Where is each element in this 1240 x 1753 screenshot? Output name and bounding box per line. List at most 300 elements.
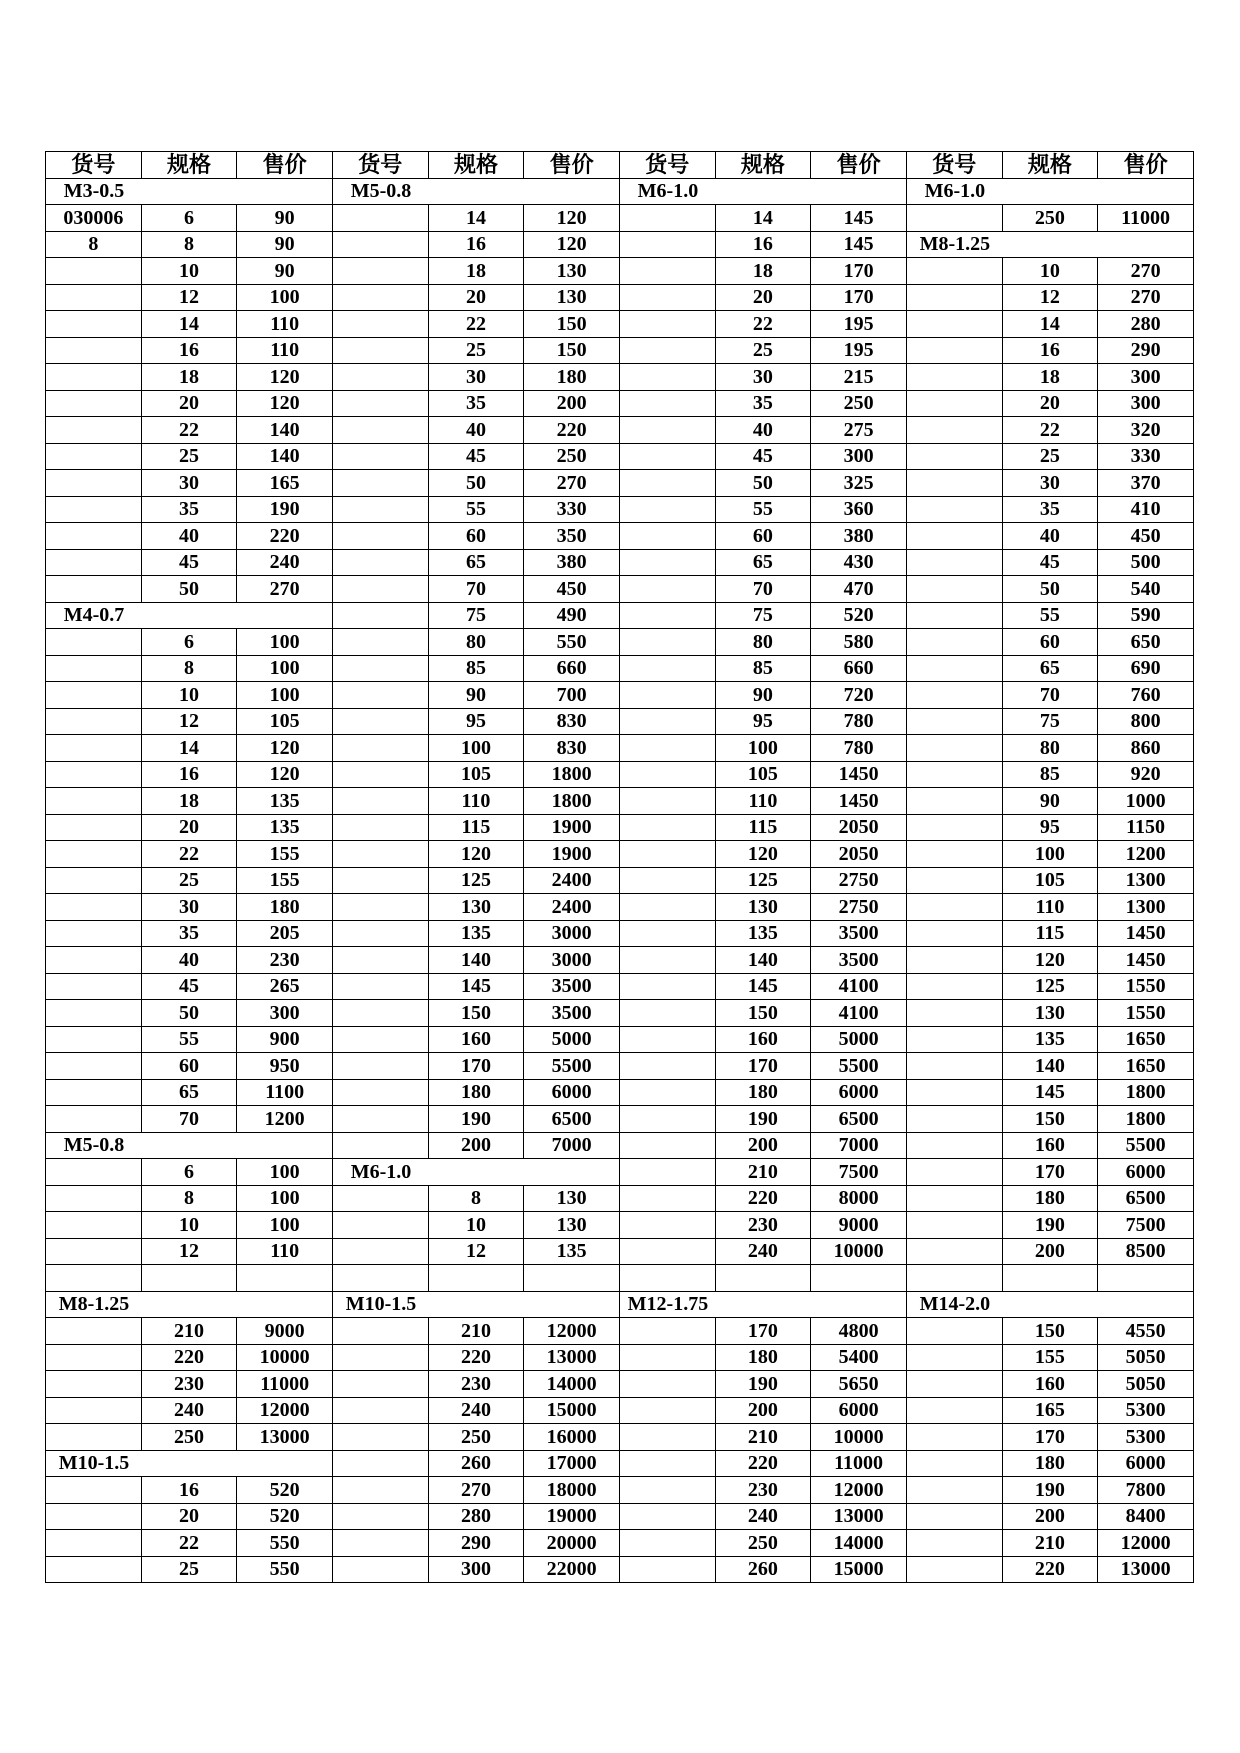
item-no-cell (46, 920, 142, 947)
item-no-cell (332, 1477, 428, 1504)
price-cell: 450 (524, 576, 620, 603)
spec-cell: 190 (715, 1371, 811, 1398)
item-no-cell (332, 1397, 428, 1424)
spec-cell: 180 (428, 1079, 524, 1106)
price-table (45, 151, 1194, 1583)
item-no-cell (906, 1132, 1002, 1159)
item-no-cell (332, 973, 428, 1000)
spec-cell: 25 (1002, 443, 1098, 470)
item-no-cell (906, 390, 1002, 417)
spec-cell: 6 (141, 1159, 237, 1186)
spec-cell: 16 (428, 231, 524, 258)
price-cell: 12000 (524, 1318, 620, 1345)
table-row (46, 920, 1194, 947)
item-no-cell (46, 284, 142, 311)
spec-cell: 70 (141, 1106, 237, 1133)
item-no-cell (619, 311, 715, 338)
price-cell: 330 (1098, 443, 1194, 470)
item-no-cell (46, 390, 142, 417)
spec-cell: 105 (1002, 867, 1098, 894)
spec-cell: 30 (141, 470, 237, 497)
spec-cell: 30 (1002, 470, 1098, 497)
item-no-cell (332, 682, 428, 709)
column-header: 货号 (332, 152, 428, 179)
item-no-cell (619, 761, 715, 788)
item-no-cell (332, 1079, 428, 1106)
column-header: 规格 (715, 152, 811, 179)
item-no-cell (906, 841, 1002, 868)
section-label: M8-1.25 (58, 1293, 130, 1316)
spec-cell: 95 (428, 708, 524, 735)
section-label: M10-1.5 (58, 1452, 130, 1475)
spec-cell: 220 (715, 1185, 811, 1212)
spec-cell: 12 (141, 708, 237, 735)
price-cell: 180 (237, 894, 333, 921)
price-cell: 90 (237, 231, 333, 258)
spec-cell: 8 (141, 1185, 237, 1212)
price-cell: 300 (237, 1000, 333, 1027)
column-header: 货号 (46, 152, 142, 179)
item-no-cell (46, 1424, 142, 1451)
spec-cell: 125 (715, 867, 811, 894)
table-row (46, 947, 1194, 974)
spec-cell: 25 (141, 443, 237, 470)
item-no-cell (332, 1318, 428, 1345)
item-no-cell (46, 417, 142, 444)
price-cell: 7500 (1098, 1212, 1194, 1239)
price-cell: 13000 (811, 1503, 907, 1530)
spec-cell: 65 (141, 1079, 237, 1106)
price-cell: 5500 (811, 1053, 907, 1080)
spec-cell: 25 (141, 1556, 237, 1583)
table-row (46, 284, 1194, 311)
price-cell: 7800 (1098, 1477, 1194, 1504)
price-cell: 110 (237, 311, 333, 338)
spec-cell: 18 (1002, 364, 1098, 391)
table-row (46, 549, 1194, 576)
item-no-cell (46, 1106, 142, 1133)
column-header: 售价 (1098, 152, 1194, 179)
price-cell: 950 (237, 1053, 333, 1080)
price-cell: 220 (237, 523, 333, 550)
spec-cell: 230 (715, 1477, 811, 1504)
spec-cell: 290 (428, 1530, 524, 1557)
spec-cell (715, 1265, 811, 1292)
table-row (46, 1450, 1194, 1477)
item-no-cell (619, 549, 715, 576)
item-no-cell (46, 682, 142, 709)
price-cell: 325 (811, 470, 907, 497)
table-row (46, 1053, 1194, 1080)
item-no-cell (332, 894, 428, 921)
price-cell: 13000 (524, 1344, 620, 1371)
price-cell: 5050 (1098, 1371, 1194, 1398)
item-no-cell (46, 1079, 142, 1106)
spec-cell: 70 (1002, 682, 1098, 709)
section-label: M5-0.8 (350, 180, 412, 203)
item-no-cell (619, 629, 715, 656)
table-row (46, 1530, 1194, 1557)
price-cell: 270 (1098, 284, 1194, 311)
spec-cell: 150 (715, 1000, 811, 1027)
table-row (46, 523, 1194, 550)
item-no-cell (906, 867, 1002, 894)
price-cell: 155 (237, 867, 333, 894)
price-cell: 280 (1098, 311, 1194, 338)
spec-cell: 200 (428, 1132, 524, 1159)
price-cell: 130 (524, 284, 620, 311)
price-cell: 2050 (811, 841, 907, 868)
spec-cell: 22 (141, 417, 237, 444)
price-cell: 190 (237, 496, 333, 523)
item-no-cell (332, 1371, 428, 1398)
item-no-cell (46, 708, 142, 735)
spec-cell: 300 (428, 1556, 524, 1583)
price-cell: 1200 (1098, 841, 1194, 868)
table-row (46, 470, 1194, 497)
spec-cell: 45 (1002, 549, 1098, 576)
spec-cell: 220 (141, 1344, 237, 1371)
price-cell: 205 (237, 920, 333, 947)
item-no-cell (332, 443, 428, 470)
price-cell: 9000 (811, 1212, 907, 1239)
spec-cell: 35 (141, 496, 237, 523)
price-cell: 6000 (1098, 1450, 1194, 1477)
spec-cell: 170 (1002, 1159, 1098, 1186)
spec-cell: 16 (141, 761, 237, 788)
price-cell: 120 (524, 231, 620, 258)
spec-cell: 60 (141, 1053, 237, 1080)
spec-cell: 45 (715, 443, 811, 470)
item-no-cell (46, 655, 142, 682)
item-no-cell (906, 735, 1002, 762)
item-no-cell (906, 1503, 1002, 1530)
spec-cell: 80 (1002, 735, 1098, 762)
price-cell: 10000 (237, 1344, 333, 1371)
table-row (46, 178, 1194, 205)
price-cell: 6000 (811, 1397, 907, 1424)
price-cell: 7000 (811, 1132, 907, 1159)
spec-cell: 90 (715, 682, 811, 709)
price-cell: 5400 (811, 1344, 907, 1371)
price-cell: 690 (1098, 655, 1194, 682)
spec-cell: 270 (428, 1477, 524, 1504)
table-row (46, 390, 1194, 417)
spec-cell: 200 (715, 1397, 811, 1424)
price-cell: 1800 (1098, 1079, 1194, 1106)
price-cell: 265 (237, 973, 333, 1000)
spec-cell: 12 (141, 284, 237, 311)
item-no-cell (332, 523, 428, 550)
spec-cell: 14 (715, 205, 811, 232)
spec-cell: 105 (428, 761, 524, 788)
price-cell: 130 (524, 258, 620, 285)
spec-cell: 115 (715, 814, 811, 841)
price-cell: 1900 (524, 841, 620, 868)
price-cell: 18000 (524, 1477, 620, 1504)
spec-cell: 10 (141, 258, 237, 285)
price-cell: 520 (237, 1503, 333, 1530)
spec-cell: 150 (1002, 1318, 1098, 1345)
item-no-cell (332, 231, 428, 258)
item-no-cell (906, 1185, 1002, 1212)
price-cell: 6000 (524, 1079, 620, 1106)
item-no-cell (619, 1503, 715, 1530)
price-cell: 1300 (1098, 867, 1194, 894)
spec-cell: 230 (141, 1371, 237, 1398)
price-cell: 90 (237, 258, 333, 285)
price-cell: 300 (1098, 390, 1194, 417)
item-no-cell (332, 337, 428, 364)
spec-cell: 140 (1002, 1053, 1098, 1080)
table-row (46, 1212, 1194, 1239)
item-no-cell (332, 417, 428, 444)
item-no-cell (46, 841, 142, 868)
item-no-cell (332, 708, 428, 735)
spec-cell: 150 (1002, 1106, 1098, 1133)
item-no-cell: 030006 (46, 205, 142, 232)
price-cell: 2400 (524, 894, 620, 921)
spec-cell: 18 (141, 788, 237, 815)
spec-cell: 18 (428, 258, 524, 285)
table-row (46, 576, 1194, 603)
item-no-cell (46, 973, 142, 1000)
spec-cell: 145 (715, 973, 811, 1000)
spec-cell (141, 1265, 237, 1292)
spec-cell: 30 (428, 364, 524, 391)
item-no-cell (332, 364, 428, 391)
item-no-cell (619, 1530, 715, 1557)
header-row (46, 152, 1194, 179)
item-no-cell: 8 (46, 231, 142, 258)
item-no-cell (332, 258, 428, 285)
table-row (46, 1397, 1194, 1424)
spec-cell: 20 (715, 284, 811, 311)
item-no-cell (906, 629, 1002, 656)
spec-cell: 18 (715, 258, 811, 285)
price-cell: 1200 (237, 1106, 333, 1133)
spec-cell: 60 (1002, 629, 1098, 656)
spec-cell: 40 (141, 523, 237, 550)
column-header: 售价 (237, 152, 333, 179)
item-no-cell (906, 496, 1002, 523)
table-row (46, 1185, 1194, 1212)
price-cell: 145 (811, 231, 907, 258)
price-cell: 145 (811, 205, 907, 232)
price-cell: 195 (811, 337, 907, 364)
spec-cell: 105 (715, 761, 811, 788)
item-no-cell (46, 1397, 142, 1424)
item-no-cell (619, 1185, 715, 1212)
price-cell: 120 (237, 761, 333, 788)
table-row (46, 1026, 1194, 1053)
price-cell: 140 (237, 443, 333, 470)
item-no-cell (619, 602, 715, 629)
item-no-cell (332, 947, 428, 974)
item-no-cell (619, 1344, 715, 1371)
item-no-cell (906, 337, 1002, 364)
price-cell: 2750 (811, 894, 907, 921)
spec-cell: 100 (428, 735, 524, 762)
item-no-cell (906, 1238, 1002, 1265)
table-row (46, 1238, 1194, 1265)
price-cell: 270 (237, 576, 333, 603)
spec-cell: 220 (428, 1344, 524, 1371)
table-row (46, 1477, 1194, 1504)
item-no-cell (619, 523, 715, 550)
item-no-cell (332, 390, 428, 417)
section-label-cell (332, 1291, 619, 1318)
spec-cell: 16 (141, 1477, 237, 1504)
spec-cell: 75 (1002, 708, 1098, 735)
spec-cell: 260 (428, 1450, 524, 1477)
spec-cell: 70 (428, 576, 524, 603)
spec-cell: 220 (715, 1450, 811, 1477)
item-no-cell (619, 1212, 715, 1239)
price-cell: 4100 (811, 973, 907, 1000)
spec-cell: 50 (428, 470, 524, 497)
item-no-cell (619, 682, 715, 709)
price-cell: 5000 (811, 1026, 907, 1053)
table-body (46, 178, 1194, 1583)
item-no-cell (332, 788, 428, 815)
item-no-cell (332, 1212, 428, 1239)
price-cell: 5300 (1098, 1397, 1194, 1424)
price-cell: 410 (1098, 496, 1194, 523)
table-row (46, 1503, 1194, 1530)
spec-cell: 12 (428, 1238, 524, 1265)
price-cell: 100 (237, 284, 333, 311)
item-no-cell (906, 1450, 1002, 1477)
item-no-cell (46, 1265, 142, 1292)
item-no-cell (619, 841, 715, 868)
price-cell: 1000 (1098, 788, 1194, 815)
item-no-cell (332, 549, 428, 576)
item-no-cell (906, 682, 1002, 709)
price-cell: 100 (237, 1185, 333, 1212)
price-cell: 1450 (1098, 947, 1194, 974)
spec-cell: 165 (1002, 1397, 1098, 1424)
item-no-cell (332, 1000, 428, 1027)
item-no-cell (46, 1212, 142, 1239)
section-label-cell (46, 1132, 333, 1159)
price-cell: 13000 (1098, 1556, 1194, 1583)
price-cell: 120 (237, 364, 333, 391)
item-no-cell (619, 1026, 715, 1053)
spec-cell: 210 (428, 1318, 524, 1345)
item-no-cell (46, 1318, 142, 1345)
spec-cell: 65 (1002, 655, 1098, 682)
price-cell: 100 (237, 682, 333, 709)
spec-cell: 50 (141, 1000, 237, 1027)
table-row (46, 258, 1194, 285)
item-no-cell (46, 761, 142, 788)
spec-cell: 55 (1002, 602, 1098, 629)
price-cell: 4550 (1098, 1318, 1194, 1345)
item-no-cell (619, 205, 715, 232)
price-cell: 110 (237, 337, 333, 364)
spec-cell: 20 (141, 814, 237, 841)
spec-cell: 250 (715, 1530, 811, 1557)
column-header: 规格 (428, 152, 524, 179)
price-cell: 240 (237, 549, 333, 576)
item-no-cell (332, 814, 428, 841)
table-row (46, 973, 1194, 1000)
price-cell: 550 (237, 1556, 333, 1583)
price-cell: 150 (524, 337, 620, 364)
item-no-cell (619, 417, 715, 444)
item-no-cell (906, 523, 1002, 550)
spec-cell: 135 (428, 920, 524, 947)
price-cell: 170 (811, 284, 907, 311)
price-cell: 8000 (811, 1185, 907, 1212)
price-cell: 520 (811, 602, 907, 629)
spec-cell: 240 (428, 1397, 524, 1424)
item-no-cell (46, 1344, 142, 1371)
price-cell: 360 (811, 496, 907, 523)
item-no-cell (46, 364, 142, 391)
price-cell: 700 (524, 682, 620, 709)
table-row (46, 629, 1194, 656)
spec-cell: 200 (1002, 1238, 1098, 1265)
item-no-cell (906, 443, 1002, 470)
price-cell: 450 (1098, 523, 1194, 550)
price-cell: 135 (237, 814, 333, 841)
spec-cell: 115 (428, 814, 524, 841)
column-header: 规格 (1002, 152, 1098, 179)
spec-cell: 210 (715, 1159, 811, 1186)
price-cell: 215 (811, 364, 907, 391)
item-no-cell (619, 1132, 715, 1159)
spec-cell: 16 (715, 231, 811, 258)
item-no-cell (46, 1503, 142, 1530)
spec-cell: 40 (715, 417, 811, 444)
price-cell: 1450 (811, 788, 907, 815)
item-no-cell (332, 867, 428, 894)
price-cell: 12000 (1098, 1530, 1194, 1557)
item-no-cell (332, 470, 428, 497)
spec-cell: 50 (141, 576, 237, 603)
price-cell: 7000 (524, 1132, 620, 1159)
price-cell: 9000 (237, 1318, 333, 1345)
table-row (46, 788, 1194, 815)
section-label-cell (46, 1450, 333, 1477)
price-cell: 490 (524, 602, 620, 629)
price-cell: 370 (1098, 470, 1194, 497)
price-cell: 830 (524, 735, 620, 762)
table-row (46, 814, 1194, 841)
item-no-cell (619, 1477, 715, 1504)
section-label: M6-1.0 (924, 180, 986, 203)
section-label: M14-2.0 (919, 1293, 991, 1316)
spec-cell: 65 (715, 549, 811, 576)
spec-cell: 35 (428, 390, 524, 417)
item-no-cell (46, 1530, 142, 1557)
item-no-cell (46, 258, 142, 285)
price-cell: 920 (1098, 761, 1194, 788)
spec-cell: 60 (715, 523, 811, 550)
spec-cell: 10 (1002, 258, 1098, 285)
item-no-cell (332, 920, 428, 947)
price-cell: 5050 (1098, 1344, 1194, 1371)
spec-cell: 35 (1002, 496, 1098, 523)
price-cell: 1550 (1098, 1000, 1194, 1027)
item-no-cell (619, 496, 715, 523)
price-cell: 10000 (811, 1238, 907, 1265)
price-cell: 1650 (1098, 1053, 1194, 1080)
item-no-cell (619, 284, 715, 311)
price-cell: 5000 (524, 1026, 620, 1053)
